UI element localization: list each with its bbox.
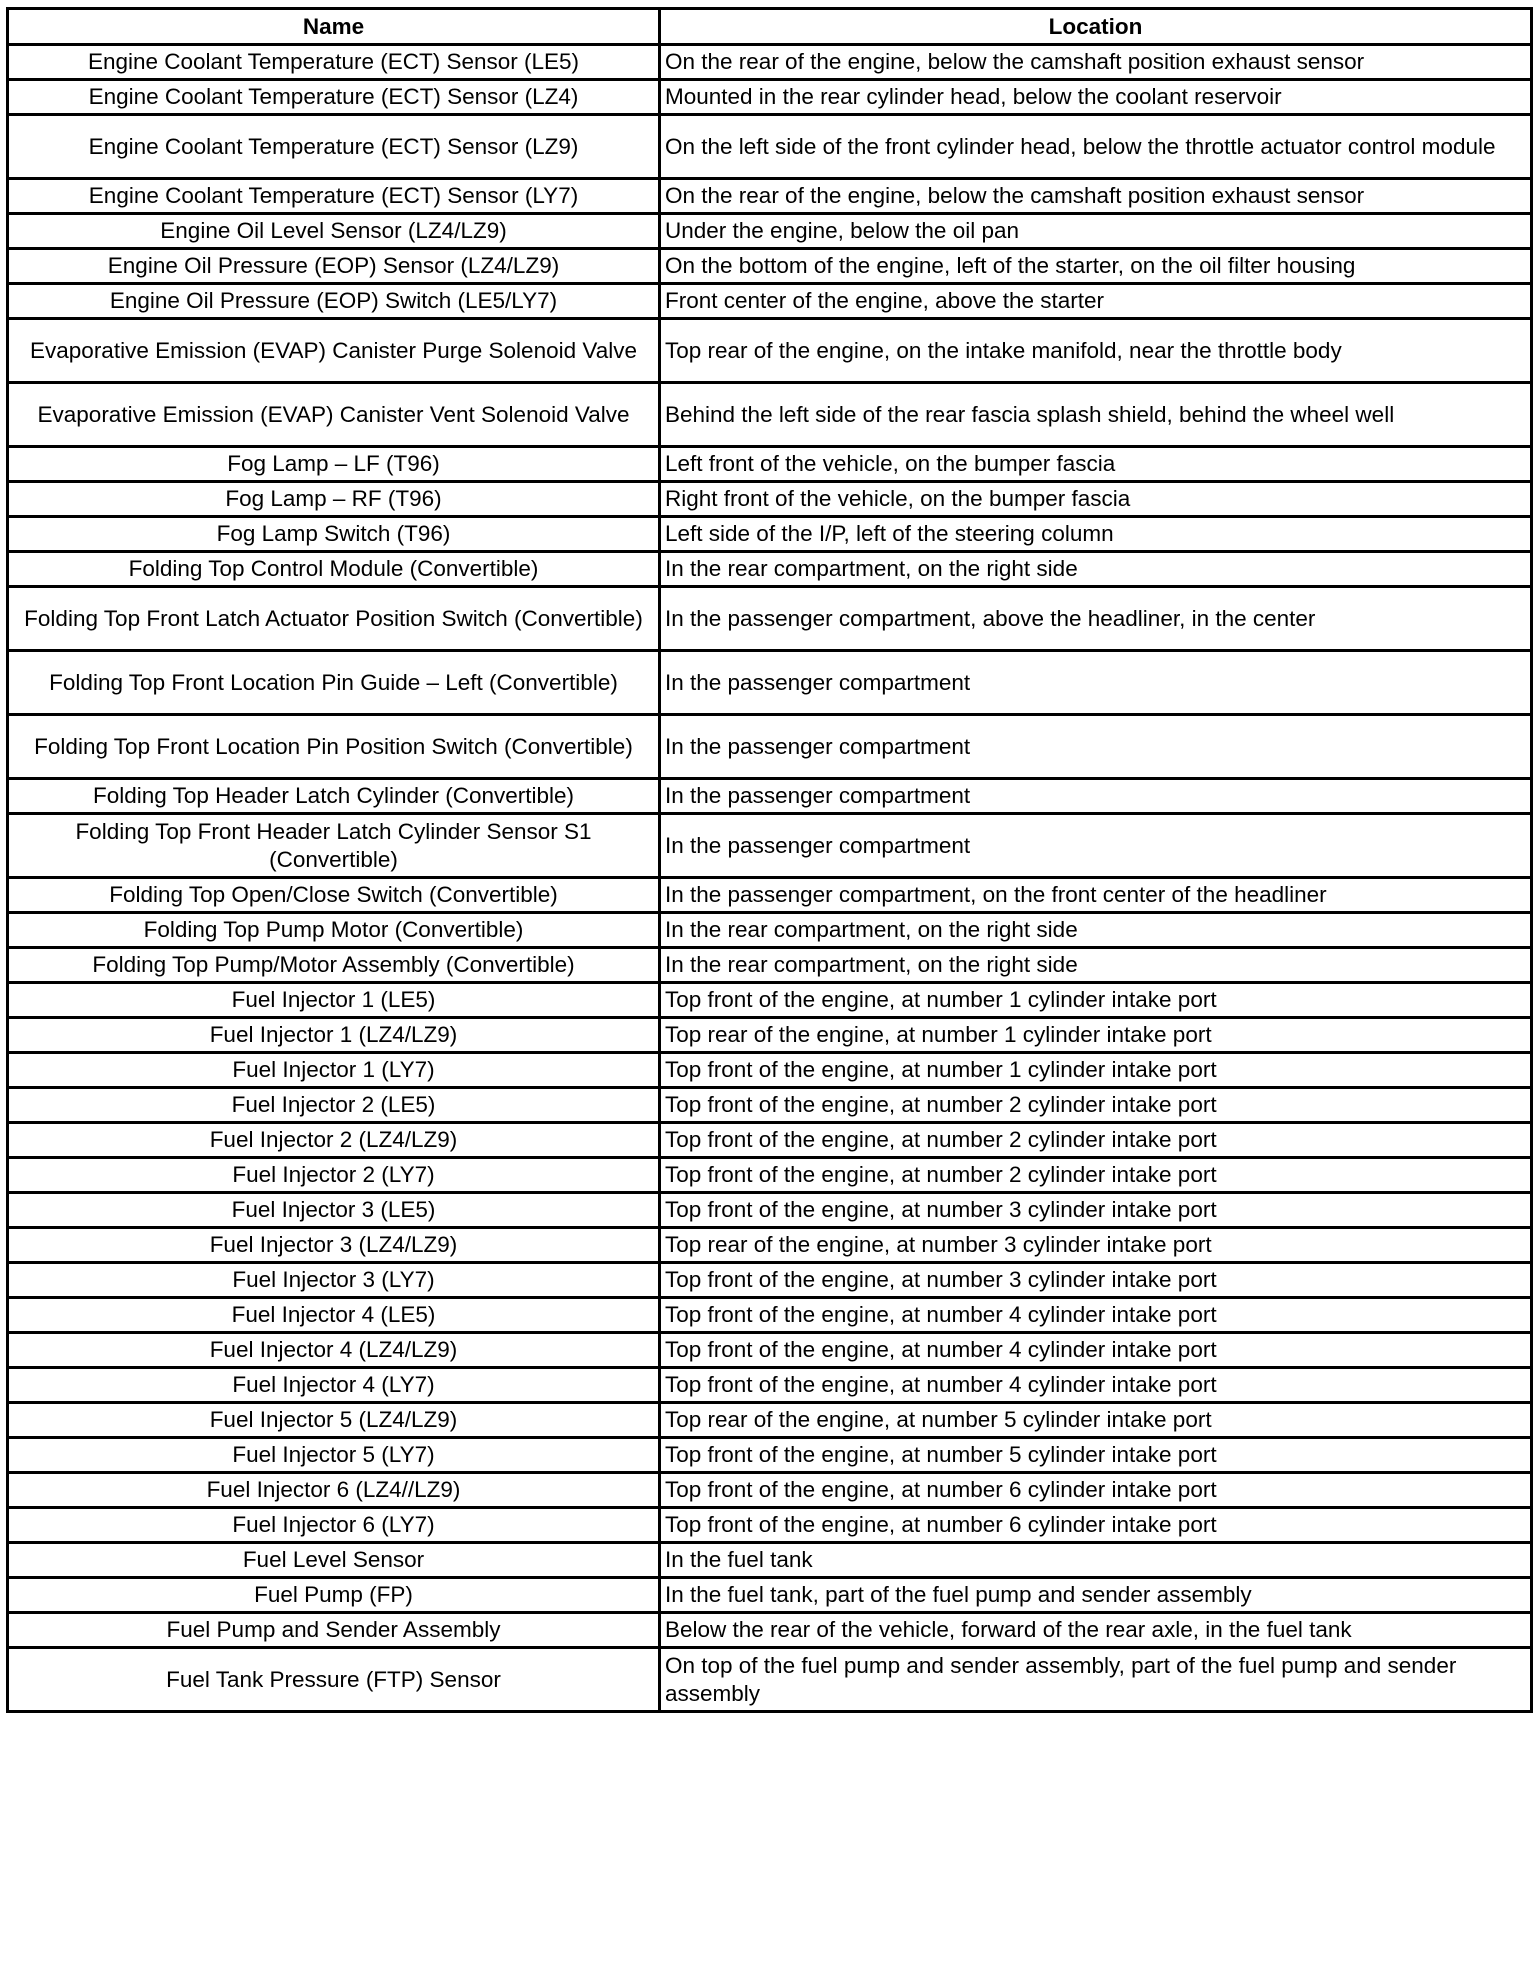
- component-name: Fuel Injector 5 (LZ4/LZ9): [8, 1403, 660, 1438]
- component-location: On the bottom of the engine, left of the starter, on the oil filter housing: [660, 249, 1532, 284]
- table-row: [8, 587, 1532, 651]
- table-row: [8, 115, 1532, 179]
- component-location: Under the engine, below the oil pan: [660, 214, 1532, 249]
- component-name: Fuel Injector 3 (LZ4/LZ9): [8, 1228, 660, 1263]
- table-row: [8, 447, 1532, 482]
- table-row: [8, 1158, 1532, 1193]
- table-row: [8, 878, 1532, 913]
- component-location: Left side of the I/P, left of the steering column: [660, 517, 1532, 552]
- component-location: Top rear of the engine, at number 3 cylinder intake port: [660, 1228, 1532, 1263]
- component-name: Fuel Level Sensor: [8, 1543, 660, 1578]
- component-name: Engine Coolant Temperature (ECT) Sensor (LY7): [8, 179, 660, 214]
- component-location: Top rear of the engine, on the intake manifold, near the throttle body: [660, 319, 1532, 383]
- component-name: Fuel Injector 3 (LE5): [8, 1193, 660, 1228]
- component-name: Engine Oil Level Sensor (LZ4/LZ9): [8, 214, 660, 249]
- component-name: Fuel Injector 6 (LZ4//LZ9): [8, 1473, 660, 1508]
- column-header-name: Name: [8, 9, 660, 45]
- table-row: [8, 517, 1532, 552]
- table-row: [8, 1298, 1532, 1333]
- component-name: Fuel Pump (FP): [8, 1578, 660, 1613]
- table-row: [8, 1333, 1532, 1368]
- component-name: Folding Top Header Latch Cylinder (Convertible): [8, 779, 660, 814]
- component-location: In the passenger compartment: [660, 651, 1532, 715]
- component-name: Fuel Injector 2 (LZ4/LZ9): [8, 1123, 660, 1158]
- component-name: Folding Top Front Location Pin Position Switch (Convertible): [8, 715, 660, 779]
- component-location: Top front of the engine, at number 4 cylinder intake port: [660, 1298, 1532, 1333]
- component-location: Mounted in the rear cylinder head, below the coolant reservoir: [660, 80, 1532, 115]
- component-location: On the rear of the engine, below the camshaft position exhaust sensor: [660, 45, 1532, 80]
- component-location: In the passenger compartment: [660, 814, 1532, 878]
- component-location: Below the rear of the vehicle, forward of the rear axle, in the fuel tank: [660, 1613, 1532, 1648]
- component-location: Top front of the engine, at number 2 cylinder intake port: [660, 1088, 1532, 1123]
- component-location: Top rear of the engine, at number 5 cylinder intake port: [660, 1403, 1532, 1438]
- table-row: [8, 482, 1532, 517]
- component-location: Top front of the engine, at number 5 cylinder intake port: [660, 1438, 1532, 1473]
- table-row: [8, 383, 1532, 447]
- component-location: Top front of the engine, at number 4 cylinder intake port: [660, 1333, 1532, 1368]
- component-location: On the left side of the front cylinder head, below the throttle actuator control module: [660, 115, 1532, 179]
- component-name: Fuel Injector 4 (LZ4/LZ9): [8, 1333, 660, 1368]
- component-location: In the rear compartment, on the right side: [660, 948, 1532, 983]
- component-location: Top front of the engine, at number 6 cylinder intake port: [660, 1508, 1532, 1543]
- component-location-table: [6, 7, 1533, 1713]
- component-location: In the passenger compartment: [660, 779, 1532, 814]
- component-name: Fuel Injector 6 (LY7): [8, 1508, 660, 1543]
- table-row: [8, 1508, 1532, 1543]
- table-row: [8, 1368, 1532, 1403]
- component-name: Fog Lamp – LF (T96): [8, 447, 660, 482]
- component-location: Left front of the vehicle, on the bumper fascia: [660, 447, 1532, 482]
- component-name: Evaporative Emission (EVAP) Canister Vent Solenoid Valve: [8, 383, 660, 447]
- component-location: Right front of the vehicle, on the bumper fascia: [660, 482, 1532, 517]
- table-row: [8, 651, 1532, 715]
- table-row: [8, 1053, 1532, 1088]
- table-row: [8, 779, 1532, 814]
- table-row: [8, 1473, 1532, 1508]
- component-location: Top front of the engine, at number 3 cylinder intake port: [660, 1193, 1532, 1228]
- component-location: Top front of the engine, at number 2 cylinder intake port: [660, 1158, 1532, 1193]
- component-name: Folding Top Pump/Motor Assembly (Convertible): [8, 948, 660, 983]
- component-name: Engine Oil Pressure (EOP) Sensor (LZ4/LZ9): [8, 249, 660, 284]
- table-row: [8, 1613, 1532, 1648]
- table-row: [8, 814, 1532, 878]
- component-location: On top of the fuel pump and sender assembly, part of the fuel pump and sender assembly: [660, 1648, 1532, 1712]
- component-name: Engine Oil Pressure (EOP) Switch (LE5/LY7): [8, 284, 660, 319]
- table-row: [8, 1543, 1532, 1578]
- table-row: [8, 45, 1532, 80]
- component-location: In the rear compartment, on the right side: [660, 913, 1532, 948]
- table-row: [8, 214, 1532, 249]
- table-row: [8, 1123, 1532, 1158]
- component-location: Top front of the engine, at number 2 cylinder intake port: [660, 1123, 1532, 1158]
- component-location: In the passenger compartment, above the headliner, in the center: [660, 587, 1532, 651]
- component-name: Fuel Injector 2 (LE5): [8, 1088, 660, 1123]
- component-name: Folding Top Open/Close Switch (Convertible): [8, 878, 660, 913]
- component-location: Top front of the engine, at number 4 cylinder intake port: [660, 1368, 1532, 1403]
- component-name: Engine Coolant Temperature (ECT) Sensor (LE5): [8, 45, 660, 80]
- component-name: Fuel Injector 4 (LE5): [8, 1298, 660, 1333]
- component-name: Folding Top Control Module (Convertible): [8, 552, 660, 587]
- table-row: [8, 249, 1532, 284]
- component-name: Fuel Injector 4 (LY7): [8, 1368, 660, 1403]
- column-header-location: Location: [660, 9, 1532, 45]
- component-location: Front center of the engine, above the starter: [660, 284, 1532, 319]
- component-location: In the fuel tank: [660, 1543, 1532, 1578]
- component-location: Top front of the engine, at number 6 cylinder intake port: [660, 1473, 1532, 1508]
- component-name: Folding Top Front Latch Actuator Position Switch (Convertible): [8, 587, 660, 651]
- component-name: Fuel Pump and Sender Assembly: [8, 1613, 660, 1648]
- component-name: Fuel Tank Pressure (FTP) Sensor: [8, 1648, 660, 1712]
- component-location: In the passenger compartment: [660, 715, 1532, 779]
- component-name: Fog Lamp – RF (T96): [8, 482, 660, 517]
- table-row: [8, 983, 1532, 1018]
- table-row: [8, 319, 1532, 383]
- component-name: Folding Top Front Location Pin Guide – Left (Convertible): [8, 651, 660, 715]
- component-location: In the rear compartment, on the right side: [660, 552, 1532, 587]
- component-location: Top front of the engine, at number 1 cylinder intake port: [660, 1053, 1532, 1088]
- table-row: [8, 1263, 1532, 1298]
- component-name: Engine Coolant Temperature (ECT) Sensor (LZ9): [8, 115, 660, 179]
- table-row: [8, 1018, 1532, 1053]
- table-row: [8, 1403, 1532, 1438]
- component-location: In the fuel tank, part of the fuel pump and sender assembly: [660, 1578, 1532, 1613]
- table-row: [8, 1193, 1532, 1228]
- component-location: On the rear of the engine, below the camshaft position exhaust sensor: [660, 179, 1532, 214]
- table-row: [8, 1088, 1532, 1123]
- component-location: In the passenger compartment, on the front center of the headliner: [660, 878, 1532, 913]
- component-name: Fuel Injector 1 (LY7): [8, 1053, 660, 1088]
- component-name: Fuel Injector 1 (LZ4/LZ9): [8, 1018, 660, 1053]
- component-name: Fog Lamp Switch (T96): [8, 517, 660, 552]
- component-name: Fuel Injector 1 (LE5): [8, 983, 660, 1018]
- component-name: Evaporative Emission (EVAP) Canister Purge Solenoid Valve: [8, 319, 660, 383]
- table-row: [8, 948, 1532, 983]
- table-row: [8, 80, 1532, 115]
- component-location: Behind the left side of the rear fascia splash shield, behind the wheel well: [660, 383, 1532, 447]
- component-name: Fuel Injector 3 (LY7): [8, 1263, 660, 1298]
- component-name: Fuel Injector 2 (LY7): [8, 1158, 660, 1193]
- table-row: [8, 179, 1532, 214]
- table-row: [8, 552, 1532, 587]
- component-location: Top front of the engine, at number 1 cylinder intake port: [660, 983, 1532, 1018]
- component-name: Engine Coolant Temperature (ECT) Sensor (LZ4): [8, 80, 660, 115]
- table-row: [8, 1578, 1532, 1613]
- component-location: Top rear of the engine, at number 1 cylinder intake port: [660, 1018, 1532, 1053]
- table-row: [8, 284, 1532, 319]
- component-location: Top front of the engine, at number 3 cylinder intake port: [660, 1263, 1532, 1298]
- table-row: [8, 1438, 1532, 1473]
- component-name: Folding Top Front Header Latch Cylinder Sensor S1 (Convertible): [8, 814, 660, 878]
- table-row: [8, 715, 1532, 779]
- table-header-row: [8, 9, 1532, 45]
- table-row: [8, 1648, 1532, 1712]
- component-name: Folding Top Pump Motor (Convertible): [8, 913, 660, 948]
- table-row: [8, 913, 1532, 948]
- table-row: [8, 1228, 1532, 1263]
- component-name: Fuel Injector 5 (LY7): [8, 1438, 660, 1473]
